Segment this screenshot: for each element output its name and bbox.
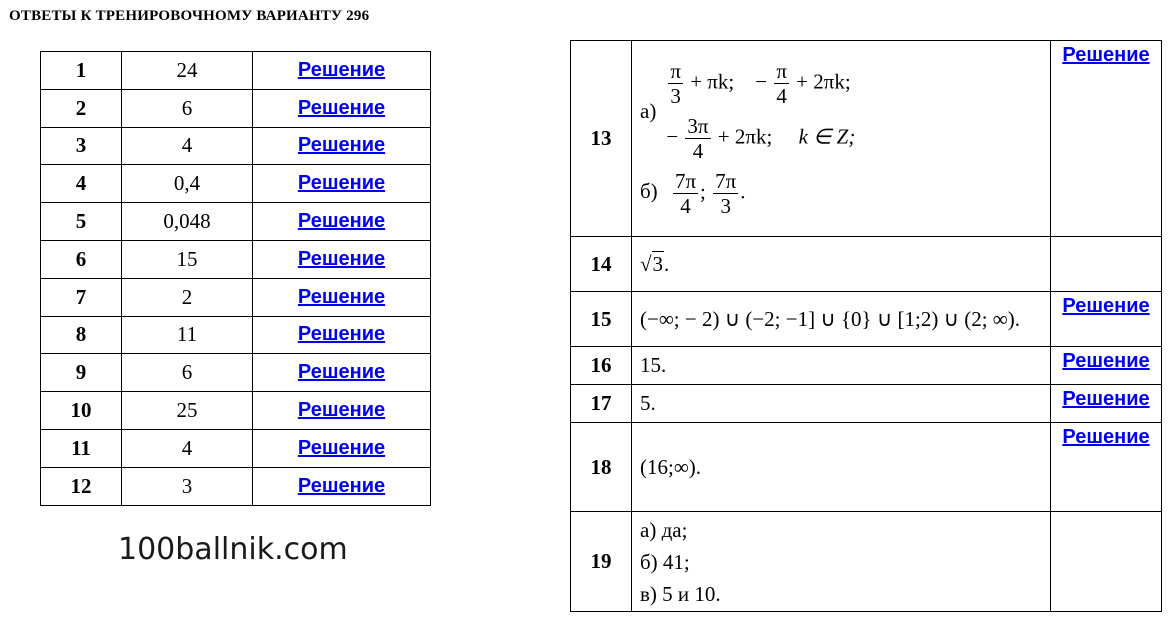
task-answer: √3. (632, 237, 1051, 292)
task-number: 15 (571, 292, 632, 347)
table-row (41, 203, 431, 241)
answers-table-right (570, 40, 1162, 612)
task-number: 12 (41, 467, 122, 505)
task-number: 10 (41, 392, 122, 430)
answer-line: б) 41; (640, 549, 690, 574)
page-title: ОТВЕТЫ К ТРЕНИРОВОЧНОМУ ВАРИАНТУ 296 (9, 8, 370, 24)
task-answer (632, 41, 1051, 237)
table-row-13 (571, 41, 1162, 237)
answer-line: в) 5 и 10. (640, 581, 721, 606)
part-label: а) (640, 98, 657, 123)
task-answer: (−∞; − 2) ∪ (−2; −1] ∪ {0} ∪ [1;2) ∪ (2; ∞). (632, 292, 1051, 347)
task-answer: 4 (122, 429, 253, 467)
solution-link[interactable]: Решение (1062, 388, 1150, 410)
task-number: 4 (41, 165, 122, 203)
table-row-17 (571, 385, 1162, 423)
solution-link[interactable]: Решение (1062, 350, 1150, 372)
task-answer: 0,048 (122, 203, 253, 241)
task-number: 3 (41, 127, 122, 165)
answer-line: а) да; (640, 517, 688, 542)
table-row (41, 467, 431, 505)
watermark: 100ballnik.com (118, 532, 348, 567)
table-row (41, 127, 431, 165)
solution-link[interactable]: Решение (1062, 295, 1150, 317)
task-number: 1 (41, 52, 122, 90)
task-number: 7 (41, 278, 122, 316)
part-label: б) (640, 179, 658, 204)
fraction: $\frac{7\pi}{3}$ (715, 169, 737, 218)
task-answer: (16;∞). (632, 423, 1051, 512)
solution-link[interactable]: Решение (297, 172, 386, 195)
table-row-18 (571, 423, 1162, 512)
task-number: 6 (41, 240, 122, 278)
task-number: 2 (41, 89, 122, 127)
fraction: $\frac{\pi}{4}$ (776, 59, 787, 108)
solution-link[interactable]: Решение (297, 436, 386, 459)
table-row (41, 278, 431, 316)
solution-link[interactable]: Решение (297, 474, 386, 497)
task-answer (632, 512, 1051, 612)
table-row (41, 52, 431, 90)
table-row (41, 316, 431, 354)
task-answer: 15. (632, 347, 1051, 385)
task-answer: 5. (632, 385, 1051, 423)
solution-link[interactable]: Решение (1062, 426, 1150, 448)
answer-line: б) $\frac{7\pi}{4}$ ; $\frac{7\pi}{3}$ . (640, 169, 746, 218)
table-row (41, 240, 431, 278)
task-number: 13 (571, 41, 632, 237)
solution-link[interactable]: Решение (297, 399, 386, 422)
table-row-14 (571, 237, 1162, 292)
fraction: $\frac{3\pi}{4}$ (687, 114, 709, 163)
task-number: 14 (571, 237, 632, 292)
task-number: 19 (571, 512, 632, 612)
fraction: $\frac{\pi}{3}$ (670, 59, 681, 108)
task-number: 9 (41, 354, 122, 392)
answer-line: − $\frac{3\pi}{4}$ + 2πk; k ∈ Z; (666, 114, 856, 163)
task-number: 18 (571, 423, 632, 512)
table-row-15 (571, 292, 1162, 347)
table-row (41, 392, 431, 430)
table-row-16 (571, 347, 1162, 385)
task-answer: 24 (122, 52, 253, 90)
solution-link[interactable]: Решение (297, 210, 386, 233)
task-number: 5 (41, 203, 122, 241)
table-row (41, 429, 431, 467)
task-answer: 4 (122, 127, 253, 165)
task-number: 8 (41, 316, 122, 354)
task-answer: 15 (122, 240, 253, 278)
task-answer: 0,4 (122, 165, 253, 203)
table-row (41, 89, 431, 127)
solution-link[interactable]: Решение (297, 285, 386, 308)
solution-link[interactable]: Решение (297, 134, 386, 157)
table-row (41, 354, 431, 392)
task-number: 17 (571, 385, 632, 423)
solution-link[interactable]: Решение (297, 96, 386, 119)
fraction: $\frac{7\pi}{4}$ (674, 169, 697, 218)
solution-link[interactable]: Решение (1062, 44, 1150, 66)
task-answer: 6 (122, 354, 253, 392)
answers-table-left (40, 51, 431, 506)
task-answer: 3 (122, 467, 253, 505)
answer-line: $\frac{\pi}{3}$ + πk; − $\frac{\pi}{4}$ + 2πk; (670, 59, 851, 108)
task-answer: 25 (122, 392, 253, 430)
task-number: 16 (571, 347, 632, 385)
solution-link[interactable]: Решение (297, 323, 386, 346)
task-answer: 11 (122, 316, 253, 354)
table-row (41, 165, 431, 203)
table-row-19 (571, 512, 1162, 612)
task-answer: 6 (122, 89, 253, 127)
task-number: 11 (41, 429, 122, 467)
square-root: √3 (640, 251, 664, 276)
solution-link[interactable]: Решение (297, 247, 386, 270)
solution-link[interactable]: Решение (297, 361, 386, 384)
task-answer: 2 (122, 278, 253, 316)
solution-link[interactable]: Решение (297, 58, 386, 81)
